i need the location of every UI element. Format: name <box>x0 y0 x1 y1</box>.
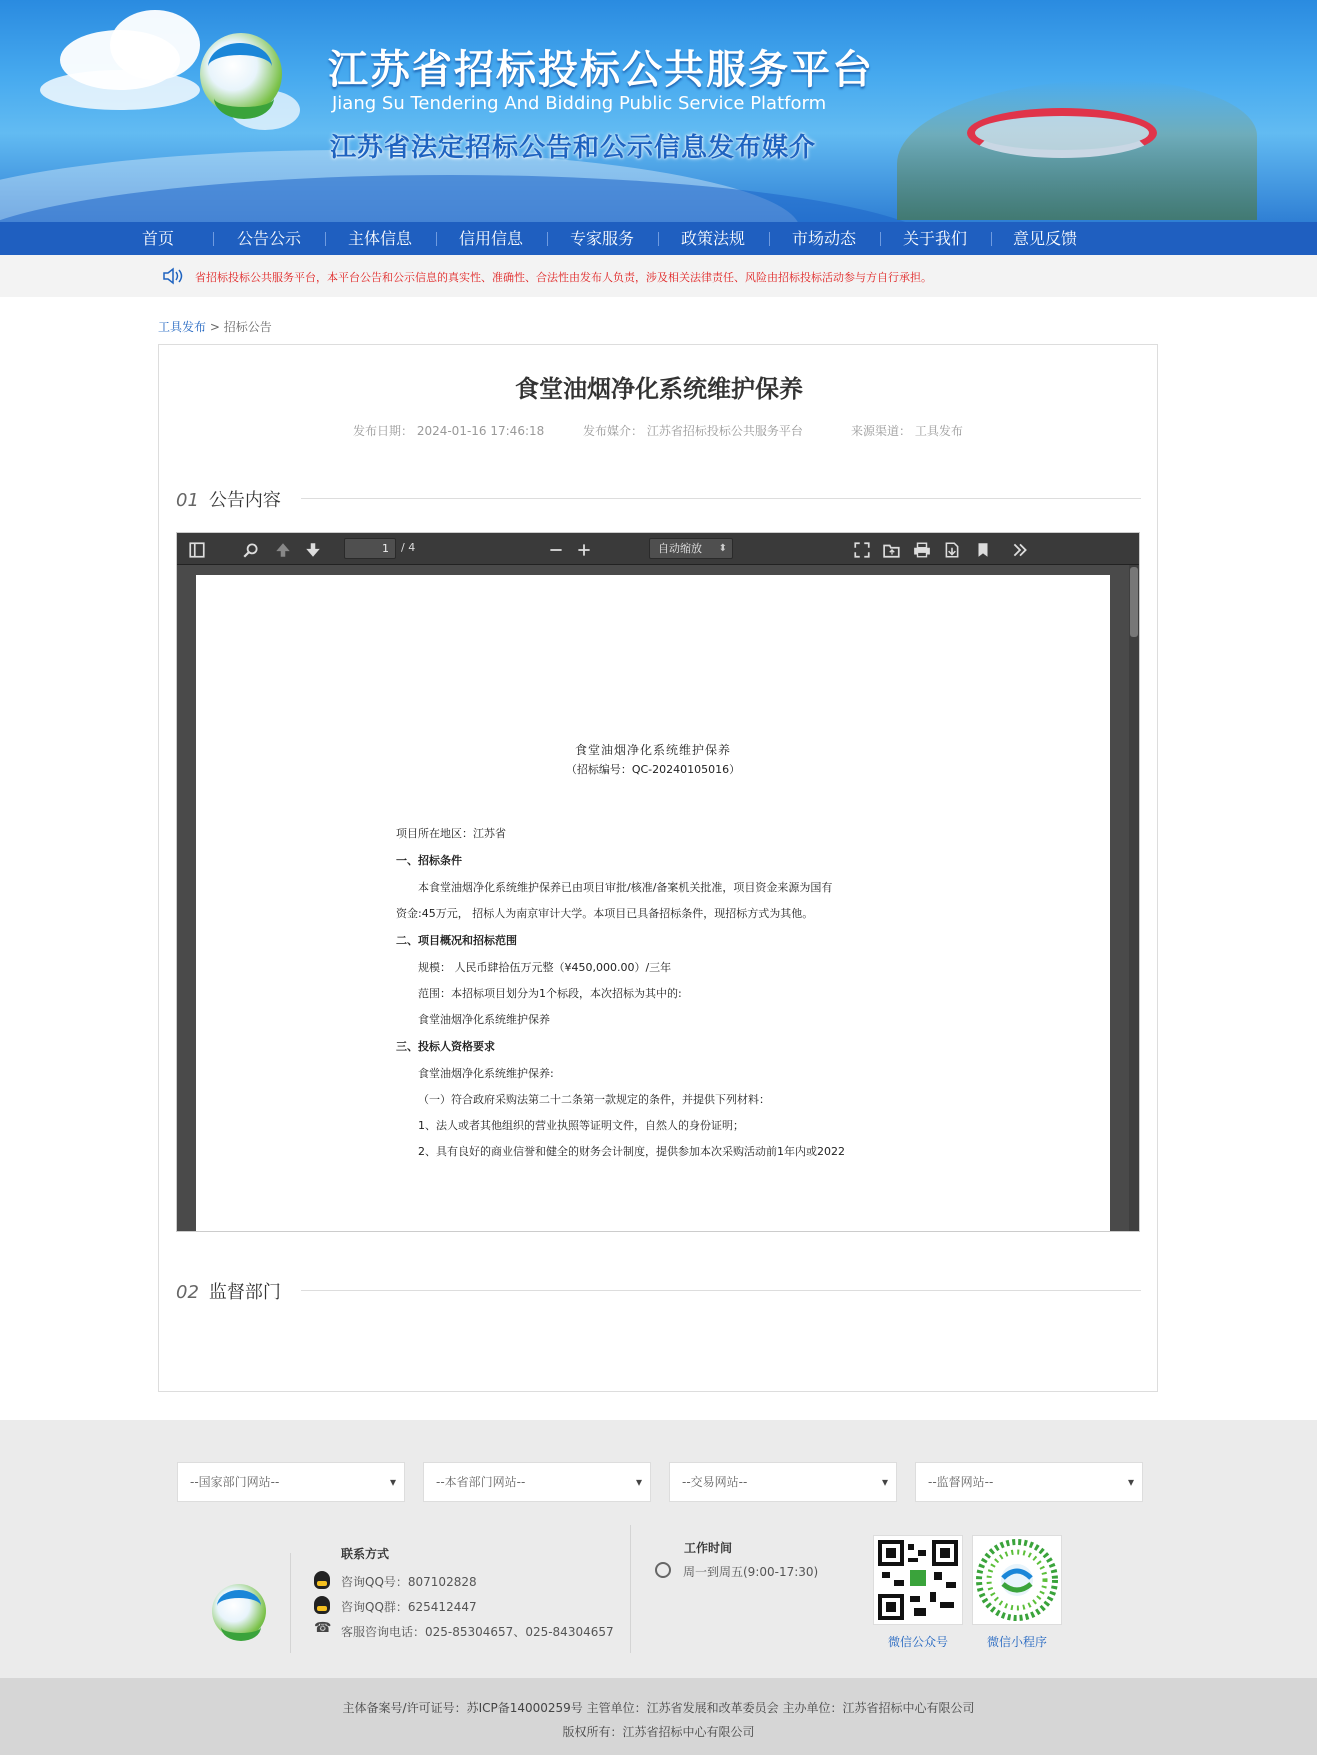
nav-separator <box>991 232 992 246</box>
nav-separator <box>658 232 659 246</box>
pdf-toolbar <box>177 533 1140 565</box>
clock-icon <box>655 1562 671 1578</box>
section-divider <box>301 1290 1141 1291</box>
pdf-viewer[interactable] <box>176 532 1140 1232</box>
nav-item-expert-service[interactable]: 专家服务 <box>569 229 634 248</box>
footer-bottom <box>0 1678 1317 1755</box>
open-file-icon[interactable] <box>883 541 901 559</box>
article-title: 食堂油烟净化系统维护保养 <box>515 375 803 403</box>
doc-line: 食堂油烟净化系统维护保养 <box>418 1013 550 1026</box>
pdf-page <box>196 575 1110 1232</box>
site-slogan: 江苏省法定招标公告和公示信息发布媒介 <box>330 133 817 163</box>
trading-sites-select[interactable]: --交易网站-- ▾ <box>669 1462 897 1502</box>
page-total: / 4 <box>401 541 416 554</box>
prev-page-icon[interactable] <box>274 541 292 559</box>
doc-heading: 二、项目概况和招标范围 <box>396 934 517 947</box>
pdf-scrollbar-thumb[interactable] <box>1130 567 1138 637</box>
breadcrumb <box>158 318 272 335</box>
bookmark-icon[interactable] <box>974 541 992 559</box>
footer-logo <box>212 1584 266 1638</box>
site-title-en: Jiang Su Tendering And Bidding Public Service Platform <box>332 93 827 114</box>
doc-line: 范围：本招标项目划分为1个标段，本次招标为其中的: <box>418 987 682 1000</box>
print-icon[interactable] <box>913 541 931 559</box>
national-sites-select[interactable]: --国家部门网站-- ▾ <box>177 1462 405 1502</box>
nav-item-home[interactable]: 首页 <box>141 229 174 248</box>
nav-item-credit-info[interactable]: 信用信息 <box>458 229 523 248</box>
provincial-sites-select[interactable]: --本省部门网站-- ▾ <box>423 1462 651 1502</box>
nav-item-policy[interactable]: 政策法规 <box>680 229 745 248</box>
section-number: 02 <box>176 1282 199 1303</box>
doc-code: （招标编号：QC-20240105016） <box>565 763 741 776</box>
qq-icon <box>314 1571 330 1589</box>
nav-separator <box>769 232 770 246</box>
zoom-out-icon[interactable] <box>547 541 565 559</box>
sidebar-toggle-icon[interactable] <box>188 541 206 559</box>
site-logo[interactable] <box>200 33 282 115</box>
record-info: 主体备案号/许可证号：苏ICP备14000259号 主管单位：江苏省发展和改革委员会 主办单位：江苏省招标中心有限公司 <box>342 1701 975 1715</box>
section-heading-content <box>176 486 281 512</box>
footer <box>0 1420 1317 1678</box>
phone-icon: ☎ <box>314 1620 332 1636</box>
doc-heading: 三、投标人资格要求 <box>396 1040 495 1053</box>
qr-code-icon <box>874 1536 962 1624</box>
notice-text: 省招标投标公共服务平台，本平台公告和公示信息的真实性、准确性、合法性由发布人负责，涉及相关法律责任、风险由招标投标活动参与方自行承担。 <box>195 271 932 284</box>
nav-item-about[interactable]: 关于我们 <box>902 229 967 248</box>
search-icon[interactable] <box>242 541 260 559</box>
presentation-icon[interactable] <box>853 541 871 559</box>
nav-item-feedback[interactable]: 意见反馈 <box>1012 229 1077 248</box>
doc-line: 1、法人或者其他组织的营业执照等证明文件，自然人的身份证明； <box>418 1119 744 1132</box>
stadium-image <box>967 108 1157 158</box>
copyright: 版权所有：江苏省招标中心有限公司 <box>562 1725 755 1739</box>
doc-heading: 一、招标条件 <box>396 854 462 867</box>
miniprogram-code-icon <box>973 1536 1061 1624</box>
nav-item-market[interactable]: 市场动态 <box>791 229 856 248</box>
site-title: 江苏省招标投标公共服务平台 <box>328 47 874 93</box>
qq-icon <box>314 1596 330 1614</box>
nav-separator <box>880 232 881 246</box>
work-hours: 周一到周五(9:00-17:30) <box>683 1565 819 1579</box>
zoom-in-icon[interactable] <box>575 541 593 559</box>
publish-date: 发布日期： 2024-01-16 17:46:18 <box>353 424 545 438</box>
notice-bar <box>0 255 1317 297</box>
nav-separator <box>213 232 214 246</box>
download-icon[interactable] <box>943 541 961 559</box>
article-panel <box>158 344 1158 1392</box>
source-channel: 来源渠道： 工具发布 <box>851 424 963 438</box>
cloud-decoration <box>40 70 200 110</box>
contact-title: 联系方式 <box>341 1547 390 1561</box>
publish-media: 发布媒介： 江苏省招标投标公共服务平台 <box>583 424 803 438</box>
doc-line: （一）符合政府采购法第二十二条第一款规定的条件，并提供下列材料： <box>418 1093 770 1106</box>
pdf-scrollbar[interactable] <box>1129 565 1139 1232</box>
doc-line: 本食堂油烟净化系统维护保养已由项目审批/核准/备案机关批准，项目资金来源为国有 <box>418 881 833 894</box>
section-number: 01 <box>176 490 199 511</box>
doc-line: 资金:45万元， 招标人为南京审计大学。本项目已具备招标条件，现招标方式为其他。 <box>396 907 814 920</box>
header-banner <box>0 0 1317 222</box>
doc-title: 食堂油烟净化系统维护保养 <box>574 743 731 757</box>
supervision-sites-select[interactable]: --监督网站-- ▾ <box>915 1462 1143 1502</box>
breadcrumb-root[interactable]: 工具发布 <box>158 320 207 334</box>
service-phone: 客服咨询电话：025-85304657、025-84304657 <box>341 1625 614 1639</box>
doc-line: 2、具有良好的商业信誉和健全的财务会计制度，提供参加本次采购活动前1年内或2022 <box>418 1145 845 1158</box>
footer-divider <box>630 1525 631 1653</box>
wechat-official-label[interactable]: 微信公众号 <box>887 1635 948 1649</box>
tools-icon[interactable] <box>1011 541 1029 559</box>
breadcrumb-separator: > <box>209 320 220 334</box>
doc-line: 项目所在地区：江苏省 <box>396 827 506 840</box>
nav-separator <box>436 232 437 246</box>
next-page-icon[interactable] <box>304 541 322 559</box>
doc-line: 规模： 人民币肆拾伍万元整（¥450,000.00）/三年 <box>418 961 672 974</box>
zoom-select[interactable]: 自动缩放 ⬍ <box>649 538 733 559</box>
section-label: 监督部门 <box>208 1282 281 1303</box>
page-number-input[interactable]: 1 <box>344 538 396 559</box>
qq-group: 咨询QQ群：625412447 <box>341 1600 477 1614</box>
wechat-official-qr[interactable] <box>873 1535 963 1625</box>
footer-divider <box>290 1553 291 1653</box>
main-nav <box>0 222 1317 255</box>
breadcrumb-current: 招标公告 <box>223 320 272 334</box>
nav-item-entity-info[interactable]: 主体信息 <box>347 229 412 248</box>
speaker-icon <box>162 266 184 286</box>
nav-separator <box>547 232 548 246</box>
nav-separator <box>325 232 326 246</box>
nav-item-announcements[interactable]: 公告公示 <box>236 229 301 248</box>
section-label: 公告内容 <box>208 490 281 511</box>
wechat-miniprogram-qr[interactable] <box>972 1535 1062 1625</box>
section-divider <box>301 498 1141 499</box>
wechat-miniprogram-label[interactable]: 微信小程序 <box>986 1635 1047 1649</box>
work-time-title: 工作时间 <box>684 1541 733 1555</box>
qq-number: 咨询QQ号：807102828 <box>341 1575 477 1589</box>
section-heading-supervision <box>176 1278 281 1304</box>
doc-line: 食堂油烟净化系统维护保养: <box>418 1067 554 1080</box>
